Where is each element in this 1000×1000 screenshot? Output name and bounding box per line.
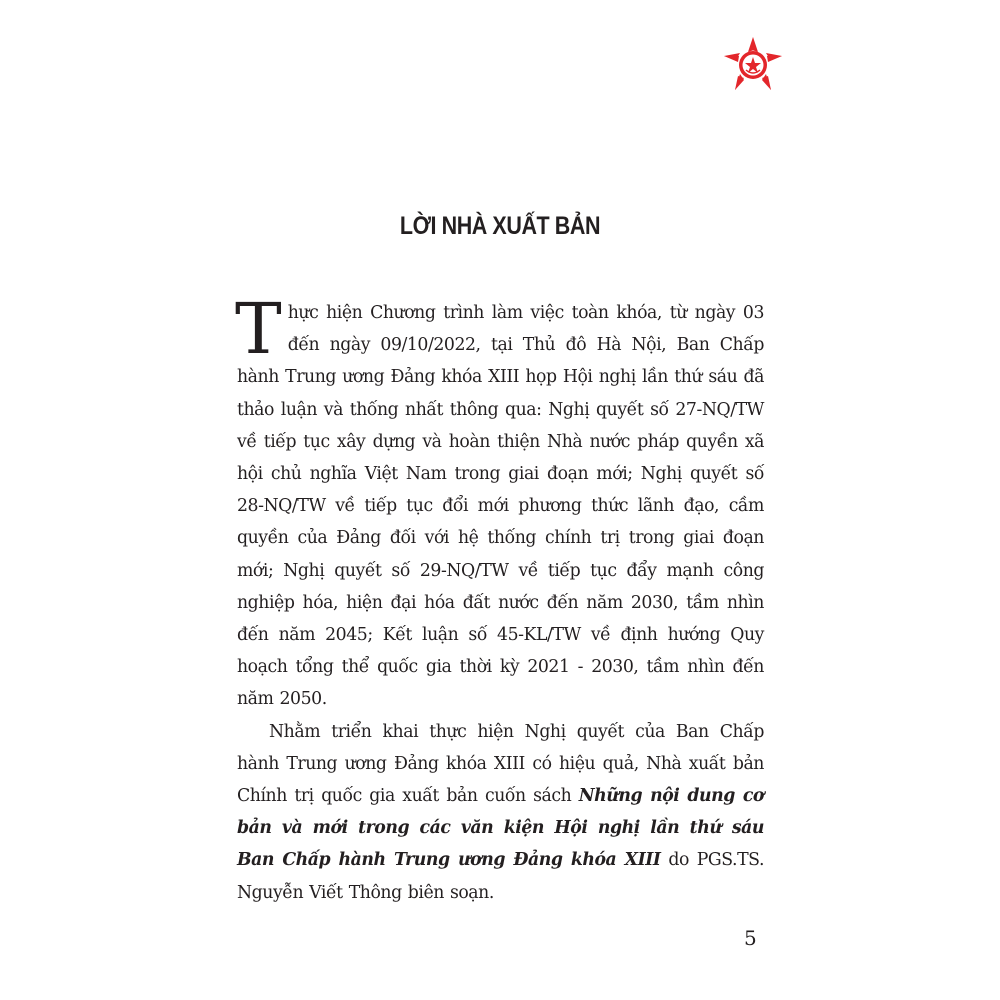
preface-body (235, 288, 764, 909)
page-title: LỜI NHÀ XUẤT BẢN (399, 212, 601, 240)
dropcap-letter: T (235, 288, 282, 370)
paragraph-1-text: hực hiện Chương trình làm việc toàn khóa, từ ngày 03 đến ngày 09/10/2022, tại Thủ đô Hà Nội, Ban Chấp hành Trung ương Đảng khóa XIII họp Hội nghị lần thứ sáu đã thảo luận và thống nhất thông qua: Nghị quyết số 27-NQ/TW về tiếp tục xây dựng và hoàn thiện Nhà nước pháp quyền xã hội chủ nghĩa Việt Nam trong giai đoạn mới; Nghị quyết số 28-NQ/TW về tiếp tục đổi mới phương thức lãnh đạo, cầm quyền của Đảng đối với hệ thống chính trị trong giai đoạn mới; Nghị quyết số 29-NQ/TW về tiếp tục đẩy mạnh công nghiệp hóa, hiện đại hóa đất nước đến năm 2030, tầm nhìn đến năm 2045; Kết luận số 45-KL/TW về định hướng Quy hoạch tổng thể quốc gia thời kỳ 2021 - 2030, tầm nhìn đến năm 2050. (237, 303, 764, 710)
paragraph-2 (237, 716, 764, 909)
page-number: 5 (744, 926, 757, 950)
star-emblem-icon (722, 36, 784, 92)
paragraph-1 (235, 288, 764, 716)
paragraph-2-intro: Nhằm triển khai thực hiện Nghị quyết của Ban Chấp hành Trung ương Đảng khóa XIII có hiệu quả, Nhà xuất bản Chính trị quốc gia xuất bản cuốn sách (237, 721, 764, 807)
book-title: Những nội dung cơ bản và mới trong các văn kiện Hội nghị lần thứ sáu Ban Chấp hành Trung ương Đảng khóa XIII (237, 786, 764, 871)
paragraph-2-outro: do PGS.TS. Nguyễn Viết Thông biên soạn. (237, 850, 764, 903)
